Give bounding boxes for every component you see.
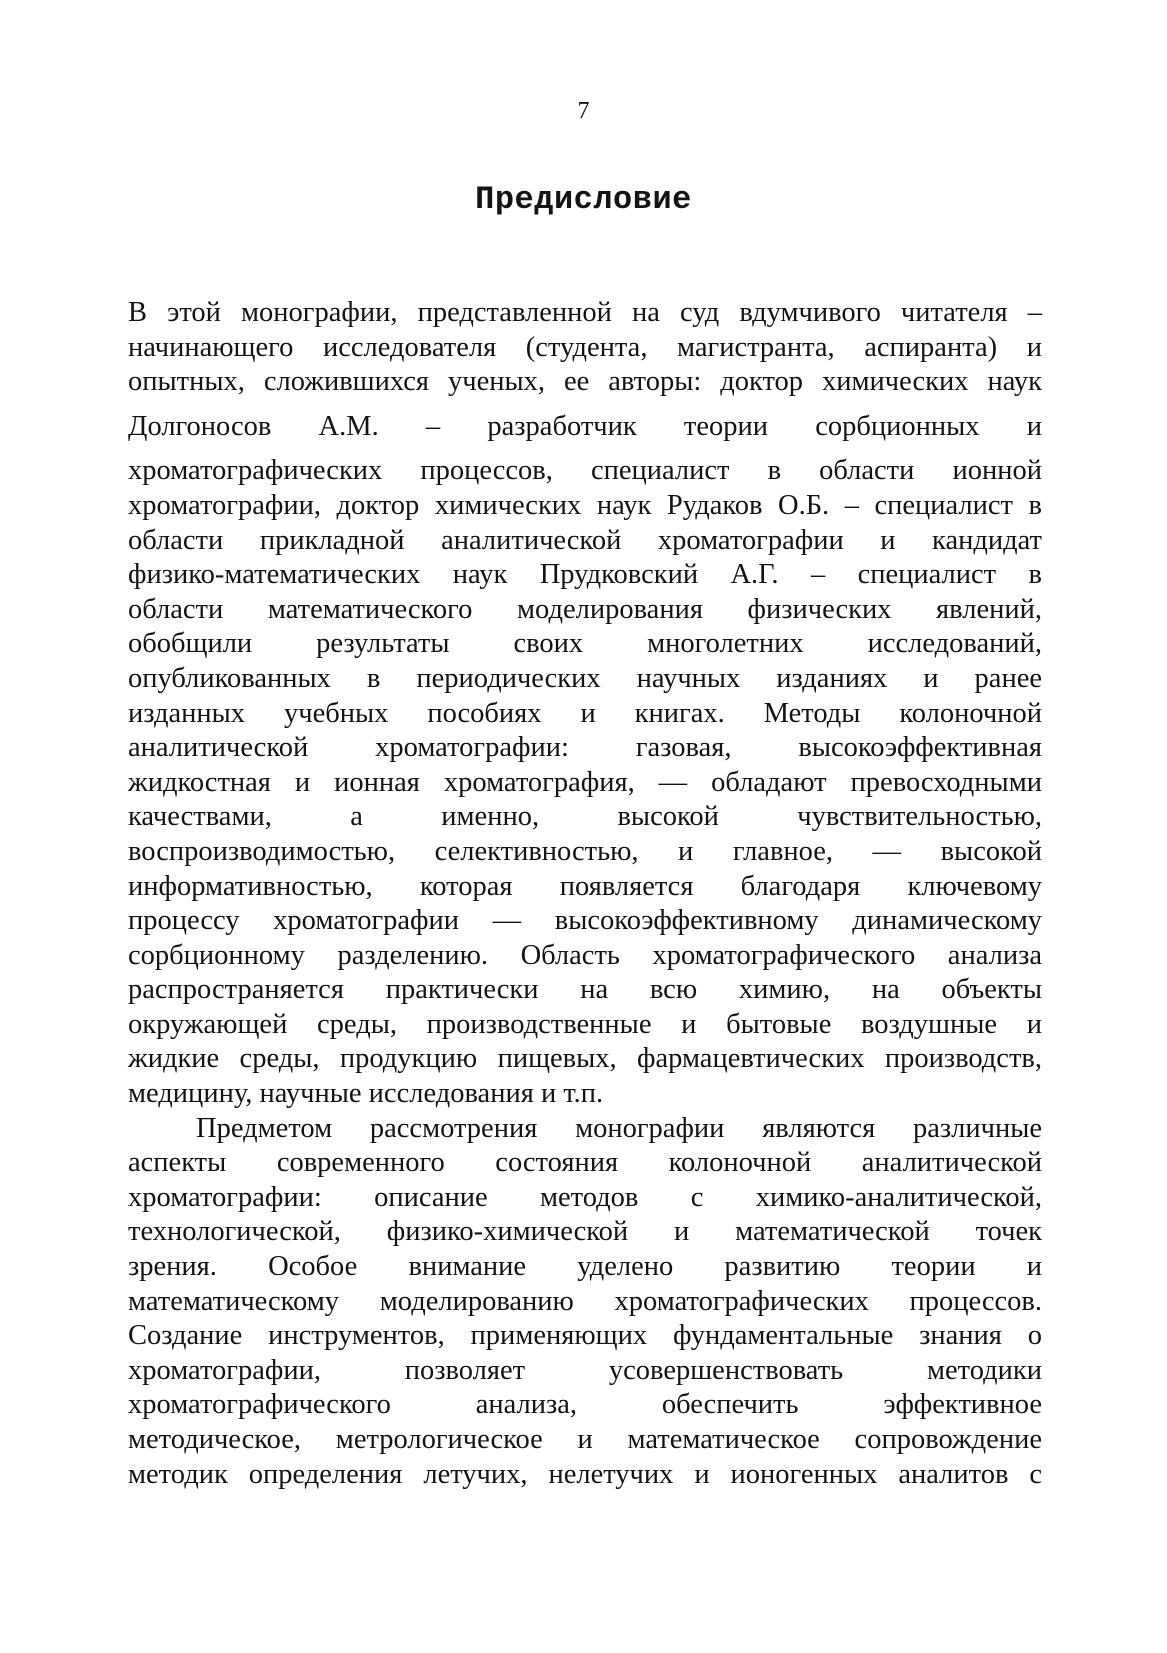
- text-line: физико-математических наук Прудковский А.Г. – специалист в: [128, 559, 1042, 591]
- text-line: технологической, физико-химической и математической точек: [128, 1216, 1042, 1248]
- text-line: области прикладной аналитической хроматографии и кандидат: [128, 524, 1042, 556]
- text-line: математическому моделированию хроматографических процессов.: [128, 1285, 1042, 1317]
- text-line: аспекты современного состояния колоночной аналитической: [128, 1147, 1042, 1179]
- page-number: 7: [577, 98, 590, 124]
- text-line: В этой монографии, представленной на суд вдумчивого читателя –: [128, 297, 1042, 328]
- text-line: хроматографии, доктор химических наук Рудаков О.Б. – специалист в: [128, 489, 1042, 521]
- text-line: жидкостная и ионная хроматография, — обладают превосходными: [128, 766, 1042, 798]
- text-line: аналитической хроматографии: газовая, высокоэффективная: [128, 732, 1042, 764]
- text-line: хроматографических процессов, специалист в области ионной: [128, 455, 1042, 487]
- body-text: [128, 296, 1042, 1492]
- text-line: опубликованных в периодических научных изданиях и ранее: [128, 662, 1042, 694]
- text-line: качествами, а именно, высокой чувствительностью,: [128, 801, 1042, 833]
- text-line: хроматографии: описание методов с химико-аналитической,: [128, 1181, 1042, 1213]
- text-line: начинающего исследователя (студента, магистранта, аспиранта) и: [128, 331, 1042, 363]
- text-line: процессу хроматографии — высокоэффективному динамическому: [128, 905, 1042, 937]
- text-line: окружающей среды, производственные и бытовые воздушные и: [128, 1008, 1042, 1040]
- text-line: Предметом рассмотрения монографии являются различные: [196, 1112, 1042, 1144]
- text-line: хроматографического анализа, обеспечить эффективное: [128, 1389, 1042, 1421]
- text-line: методик определения летучих, нелетучих и ионогенных аналитов с: [128, 1458, 1042, 1490]
- text-line: Долгоносов А.М. – разработчик теории сорбционных и: [128, 410, 1042, 442]
- text-line: воспроизводимостью, селективностью, и главное, — высокой: [128, 835, 1042, 867]
- text-line: информативностью, которая появляется благодаря ключевому: [128, 870, 1042, 902]
- page-title: Предисловие: [475, 181, 692, 218]
- text-line: области математического моделирования физических явлений,: [128, 593, 1042, 625]
- text-line: опытных, сложившихся ученых, ее авторы: доктор химических наук: [128, 366, 1042, 398]
- text-line: методическое, метрологическое и математическое сопровождение: [128, 1424, 1042, 1455]
- text-line: хроматографии, позволяет усовершенствовать методики: [128, 1354, 1042, 1386]
- text-line: сорбционному разделению. Область хроматографического анализа: [128, 939, 1042, 971]
- text-line: изданных учебных пособиях и книгах. Методы колоночной: [128, 697, 1042, 729]
- text-line: обобщили результаты своих многолетних исследований,: [128, 628, 1042, 660]
- text-line: зрения. Особое внимание уделено развитию теории и: [128, 1251, 1042, 1283]
- text-line: медицину, научные исследования и т.п.: [128, 1078, 604, 1110]
- text-line: Создание инструментов, применяющих фундаментальные знания о: [128, 1320, 1042, 1352]
- paragraph-1: [128, 296, 1042, 1112]
- text-line: распространяется практически на всю химию, на объекты: [128, 974, 1042, 1006]
- text-line: жидкие среды, продукцию пищевых, фармацевтических производств,: [128, 1043, 1042, 1075]
- paragraph-2: [128, 1112, 1042, 1493]
